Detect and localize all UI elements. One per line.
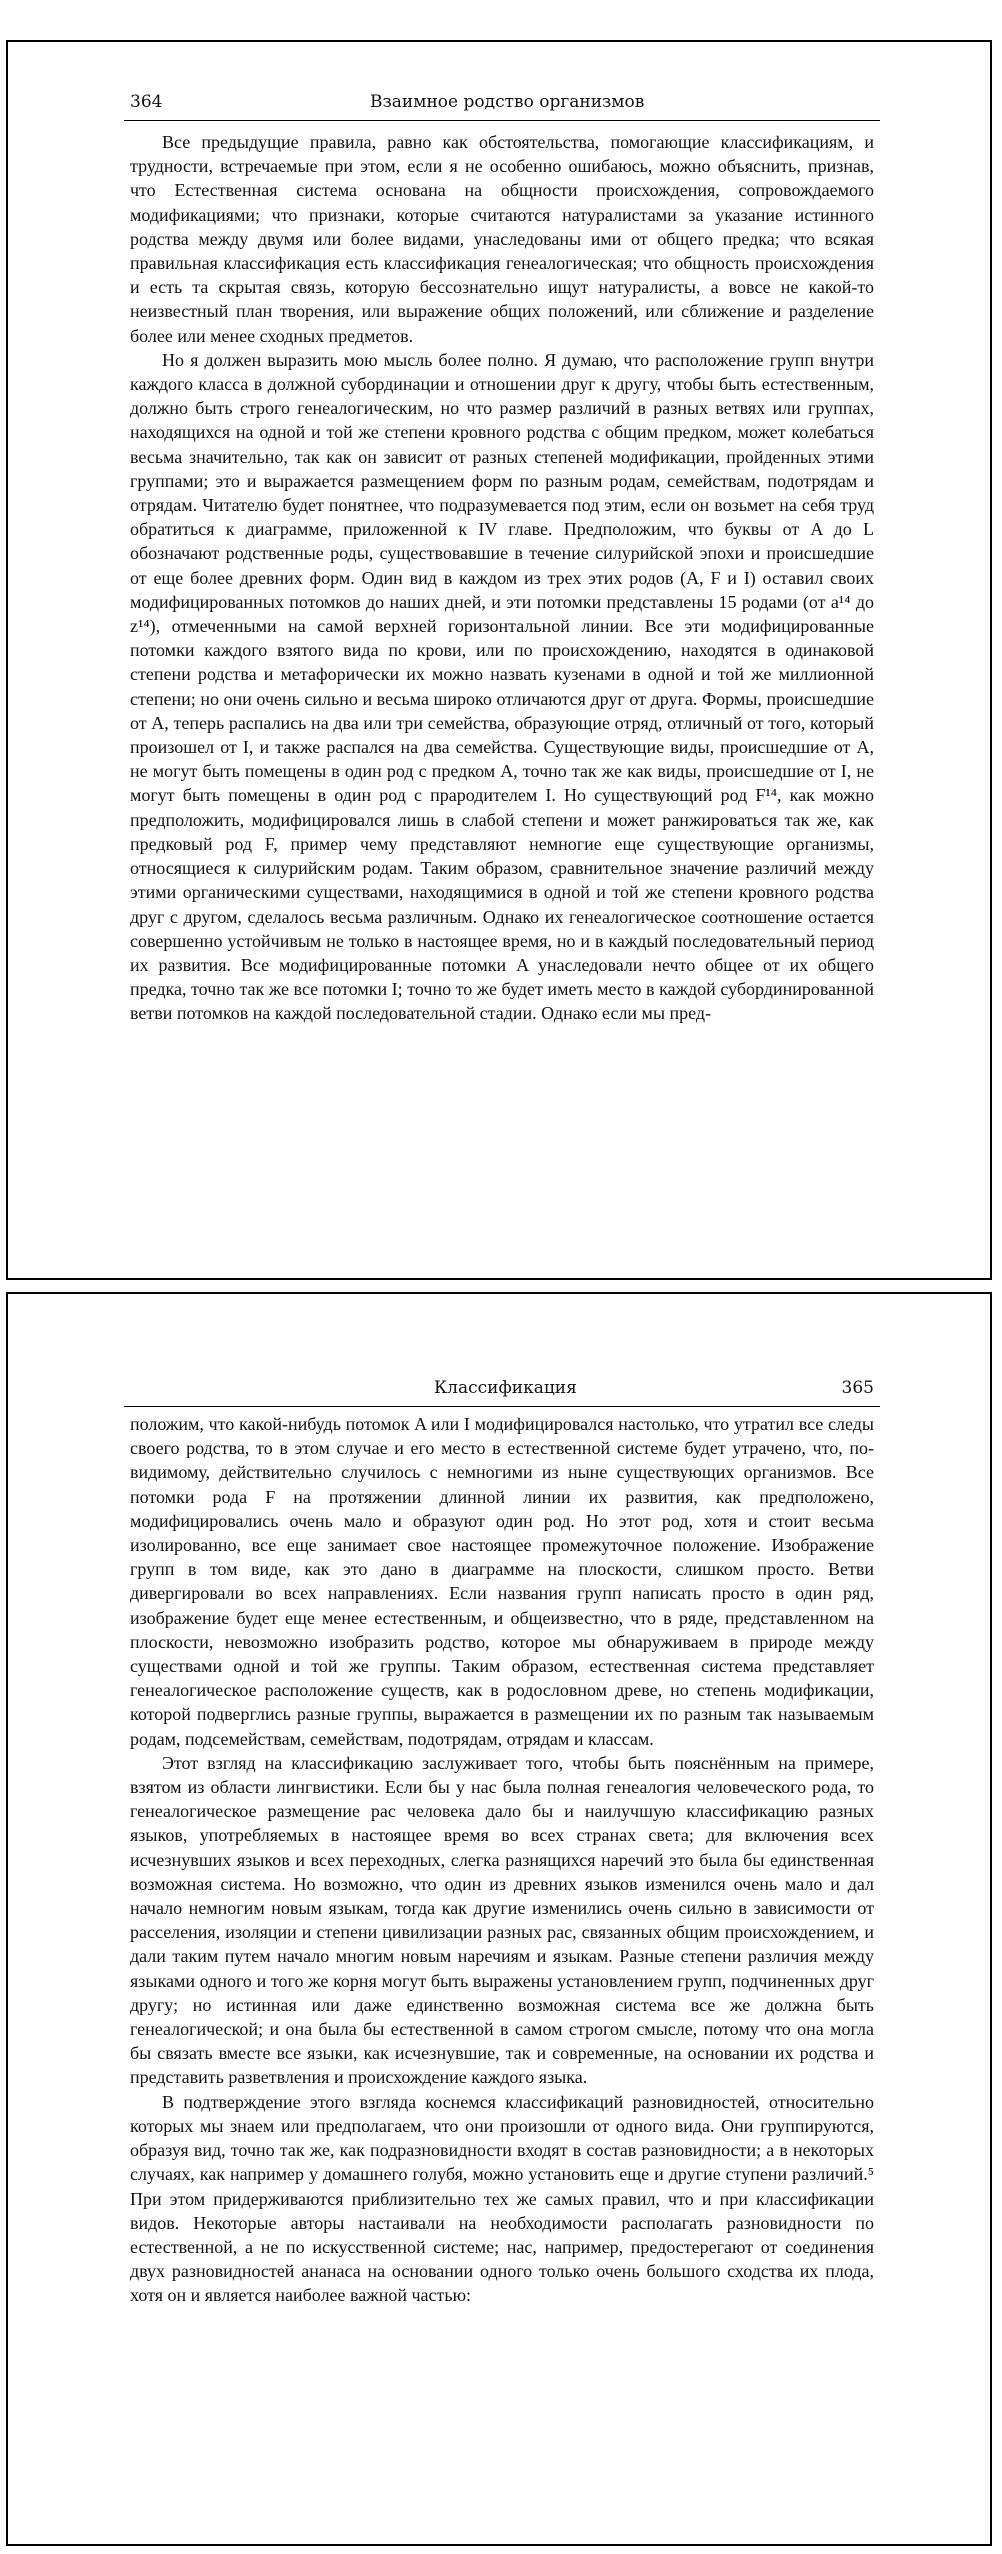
running-title: Взаимное родство организмов [370,92,645,112]
paragraph: положим, что какой-нибудь потомок A или I модифицировался настолько, что утратил все следы своего родства, то в этом случае и его место в естественной системе будет утрачено, что, по-видимому, действительно случилось с немногими из ныне существующих организмов. Все потомки рода F на протяжении длинной линии их развития, как предположено, модифицировались очень мало и образуют один род. Но этот род, хотя и стоит весьма изолированно, все еще занимает свое настоящее промежуточное положение. Изображение групп в том виде, как это дано в диаграмме на плоскости, слишком просто. Ветви дивергировали во всех направлениях. Если названия групп написать просто в один ряд, изображение будет еще менее естественным, и общеизвестно, что в ряде, представленном на плоскости, невозможно изобразить родство, которое мы обнаруживаем в природе между существами одной и той же группы. Таким образом, естественная система представляет генеалогическое расположение существ, как в родословном древе, но степень модификации, которой подверглись разные группы, выражается в размещении их по разным так называемым родам, подсемействам, семействам, подотрядам, отрядам и классам. [130,1414,874,1749]
running-header-365 [124,1378,880,1407]
paragraph: В подтверждение этого взгляда коснемся классификаций разновидностей, относительно которых мы знаем или предполагаем, что они произошли от одного вида. Они группируются, образуя вид, точно так же, как подразновидности входят в состав разновидности; а в некоторых случаях, как например у домашнего голубя, можно установить еще и другие ступени различий.⁵ При этом придерживаются приблизительно тех же самых правил, что и при классификации видов. Некоторые авторы настаивали на необходимости располагать разновидности по естественной, а не по искусственной системе; нас, например, предостерегают от соединения двух разновидностей ананаса на основании одного только очень большого сходства их плода, хотя он и является наиболее важной частью: [130,2091,874,2306]
paragraph: Этот взгляд на классификацию заслуживает того, чтобы быть пояснённым на примере, взятом из области лингвистики. Если бы у нас была полная генеалогия человеческого рода, то генеалогическое размещение рас человека дало бы и наилучшую классификацию разных языков, употребляемых в настоящее время во всех странах света; для включения всех исчезнувших языков и всех переходных, слегка разнящихся наречий это была бы единственная возможная система. Но возможно, что один из древних языков изменился очень мало и дал начало немногим новым языкам, тогда как другие изменились очень сильно в зависимости от расселения, изоляции и степени цивилизации разных рас, связанных общим происхождением, и дали таким путем начало многим новым наречиям и языкам. Разные степени различия между языками одного и того же корня могут быть выражены установлением групп, подчиненных друг другу; но истинная или даже единственно возможная система все же должна быть генеалогической; и она была бы естественной в самом строгом смысле, потому что она могла бы связать вместе все языки, как исчезнувшие, так и современные, на основании их родства и представить разветвления и происхождение каждого языка. [130,1752,874,2088]
page-364-text [130,130,874,1026]
page-365-text [130,1412,874,2308]
page-number: 364 [130,92,163,112]
running-title: Классификация [434,1378,577,1398]
running-header-364 [124,92,880,121]
paragraph: Но я должен выразить мою мысль более полно. Я думаю, что расположение групп внутри каждого класса в должной субординации и отношении друг к другу, чтобы быть естественным, должно быть строго генеалогическим, но что размер различий в разных ветвях или группах, находящихся на одной и той же степени кровного родства с общим предком, может колебаться весьма значительно, так как он зависит от разных степеней модификации, пройденных этими группами; это и выражается размещением форм по разным родам, семействам, подотрядам и отрядам. Читателю будет понятнее, что подразумевается под этим, если он возьмет на себя труд обратиться к диаграмме, приложенной к IV главе. Предположим, что буквы от A до L обозначают родственные роды, существовавшие в течение силурийской эпохи и происшедшие от еще более древних форм. Один вид в каждом из трех этих родов (A, F и I) оставил своих модифицированных потомков до наших дней, и эти потомки представлены 15 родами (от a¹⁴ до z¹⁴), отмеченными на самой верхней горизонтальной линии. Все эти модифицированные потомки каждого взятого вида по крови, или по происхождению, находятся в одинаковой степени родства и метафорически их можно назвать кузенами в одной и той же миллионной степени; но они очень сильно и весьма широко отличаются друг от друга. Формы, происшедшие от A, теперь распались на два или три семейства, образующие отряд, отличный от того, который произошел от I, и также распался на два семейства. Существующие виды, происшедшие от A, не могут быть помещены в один род с предком A, точно так же как виды, происшедшие от I, не могут быть помещены в один род с прародителем I. Но существующий род F¹⁴, как можно предположить, модифицировался лишь в слабой степени и может ранжироваться так же, как предковый род F, пример чему представляют немногие еще существующие организмы, относящиеся к силурийским родам. Таким образом, сравнительное значение различий между этими органическими существами, находящимися в одной и той же степени кровного родства друг с другом, сделалось весьма различным. Однако их генеалогическое соотношение остается совершенно устойчивым не только в настоящее время, но и в каждый последовательный период их развития. Все модифицированные потомки A унаследовали нечто общее от их общего предка, точно так же все потомки I; точно то же будет иметь место в каждой субординированной ветви потомков на каждой последовательной стадии. Однако если мы пред- [130,349,874,1024]
paragraph: Все предыдущие правила, равно как обстоятельства, помогающие классификациям, и трудности, встречаемые при этом, если я не особенно ошибаюсь, можно объяснить, признав, что Естественная система основана на общности происхождения, сопровождаемого модификациями; что признаки, которые считаются натуралистами за указание истинного родства между двумя или более видами, унаследованы ими от общего предка; что всякая правильная классификация есть классификация генеалогическая; что общность происхождения и есть та скрытая связь, которую бессознательно ищут натуралисты, а вовсе не какой-то неизвестный план творения, или выражение общих положений, или сближение и разделение более или менее сходных предметов. [130,132,874,346]
page-number: 365 [841,1378,874,1398]
